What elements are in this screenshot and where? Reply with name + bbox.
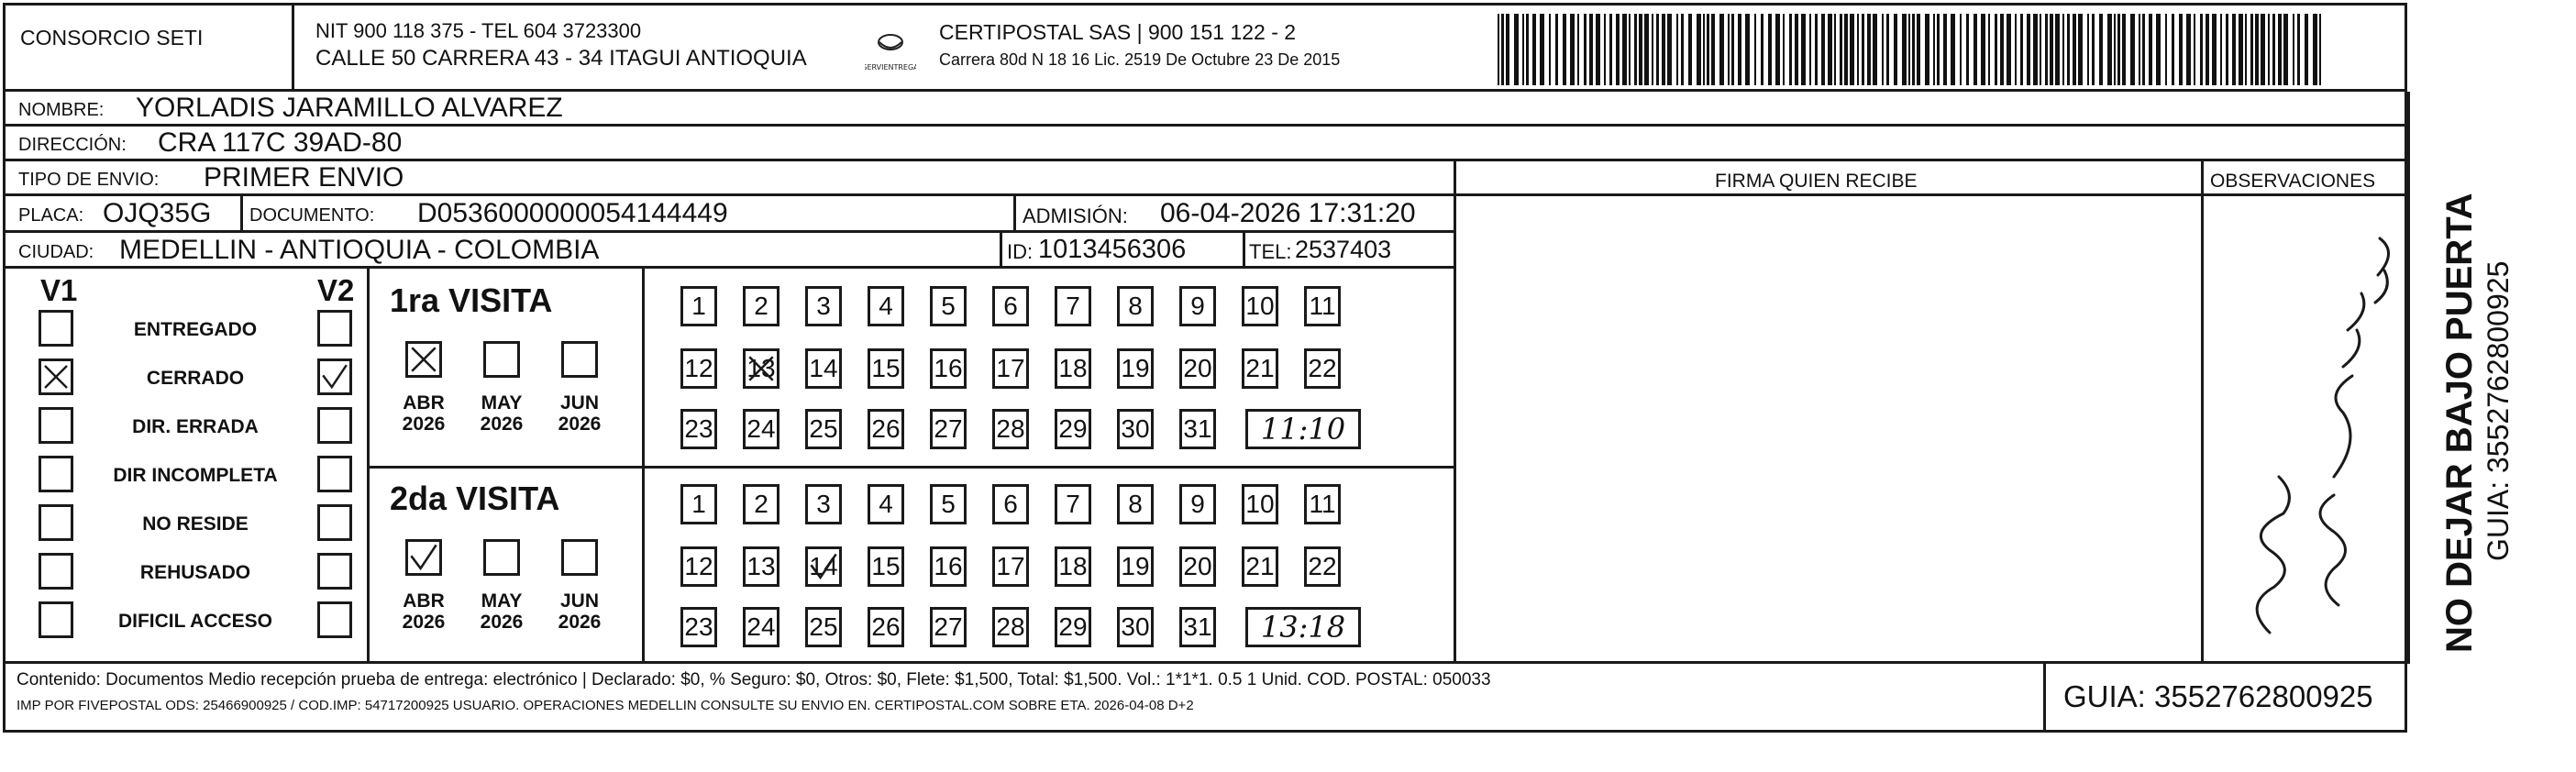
barcode-bar xyxy=(1821,14,1825,85)
day-box[interactable]: 5 xyxy=(930,484,967,524)
barcode-bar xyxy=(2114,14,2116,85)
barcode-bar xyxy=(1731,14,1734,85)
barcode-bar xyxy=(1616,14,1620,85)
barcode-bar xyxy=(1768,14,1772,85)
barcode-bar xyxy=(2255,14,2259,85)
ciudad-label: CIUDAD: xyxy=(18,242,94,262)
barcode-bar xyxy=(1775,14,1780,85)
footer-line1: Contenido: Documentos Medio recepción prueba de entrega: electrónico | Declarado: $0, % Seguro: $0, Otros: $0, Flete: $1,500, Total: $1,500. Vol.: 1*1*1. 0.5 1 Unid. COD. POSTAL: 050033 xyxy=(17,670,1491,689)
ciudad-value: MEDELLIN - ANTIOQUIA - COLOMBIA xyxy=(119,235,600,265)
barcode-bar xyxy=(1622,14,1627,85)
barcode-bar xyxy=(2179,14,2183,85)
tel-value: 2537403 xyxy=(1295,236,1392,263)
footer-guia-divider xyxy=(2043,661,2046,733)
barcode-bar xyxy=(2268,14,2270,85)
id-value: 1013456306 xyxy=(1038,235,1187,264)
barcode-bar xyxy=(1862,14,1864,85)
status-label: DIFICIL ACCESO xyxy=(117,611,272,632)
footer-line2: IMP POR FIVEPOSTAL ODS: 25466900925 / COD.IMP: 54717200925 USUARIO. OPERACIONES MEDELLIN CONSULTE SU ENVIO EN. CERTIPOSTAL.COM SOBRE ETA. 2026-04-08 D+2 xyxy=(17,698,1194,713)
day-box[interactable]: 18 xyxy=(1055,348,1091,389)
day-box[interactable]: 30 xyxy=(1117,607,1154,647)
barcode-bar xyxy=(1886,14,1889,85)
nit-line: NIT 900 118 375 - TEL 604 3723300 xyxy=(315,19,642,42)
carrier-logo xyxy=(865,26,916,77)
barcode-bar xyxy=(2062,14,2064,85)
v2-checkbox[interactable] xyxy=(317,407,352,444)
day-box[interactable]: 17 xyxy=(992,348,1029,389)
barcode-bar xyxy=(1522,14,1524,85)
barcode-bar xyxy=(1652,14,1653,85)
barcode-bar xyxy=(1634,14,1637,85)
barcode-bar xyxy=(1596,14,1600,85)
barcode-bar xyxy=(2139,14,2140,85)
barcode-bar xyxy=(1498,14,1499,85)
day-box[interactable]: 28 xyxy=(992,409,1029,449)
barcode-bar xyxy=(1719,14,1724,85)
barcode-bar xyxy=(2117,14,2120,85)
day-box[interactable]: 15 xyxy=(868,546,904,587)
day-box[interactable]: 21 xyxy=(1242,546,1278,587)
barcode-bar xyxy=(2250,14,2253,85)
barcode-bar xyxy=(1532,14,1536,85)
barcode-bar xyxy=(1966,14,1969,85)
barcode-bar xyxy=(2172,14,2174,85)
nombre-value: YORLADIS JARAMILLO ALVAREZ xyxy=(136,93,563,123)
day-box[interactable]: 12 xyxy=(680,348,717,389)
day-box[interactable]: 30 xyxy=(1117,409,1154,449)
day-box[interactable]: 14 xyxy=(805,546,842,587)
barcode-bar xyxy=(2033,14,2038,85)
barcode-bar xyxy=(1789,14,1792,85)
visit-month-day-divider-2 xyxy=(642,469,645,664)
barcode-bar xyxy=(2050,14,2053,85)
v1-checkbox[interactable] xyxy=(39,407,73,444)
month-label: JUN 2026 xyxy=(558,590,602,634)
barcode-bar xyxy=(1840,14,1842,85)
v1-checkbox[interactable] xyxy=(39,601,73,638)
barcode-bar xyxy=(1506,14,1509,85)
day-box[interactable]: 12 xyxy=(680,546,717,587)
logo-text: SERVIENTREGA xyxy=(865,63,916,72)
barcode-bar xyxy=(2194,14,2195,85)
day-box[interactable]: 8 xyxy=(1117,286,1154,326)
barcode-bar xyxy=(1703,14,1705,85)
barcode-bar xyxy=(2200,14,2203,85)
side-vertical-text xyxy=(2410,92,2534,664)
v2-checkbox[interactable] xyxy=(317,553,352,590)
footer-guia: GUIA: 3552762800925 xyxy=(2063,679,2373,713)
barcode-bar xyxy=(2092,14,2095,85)
barcode-bar xyxy=(1540,14,1544,85)
day-box[interactable]: 14 xyxy=(805,348,842,389)
id-divider xyxy=(1000,233,1002,269)
visit-time[interactable]: 11:10 xyxy=(1245,409,1361,449)
barcode-bar xyxy=(2020,14,2023,85)
observaciones-text: cerrado 13/04 V2 xyxy=(2206,202,2213,203)
barcode-bar xyxy=(1570,14,1575,85)
barcode-bar xyxy=(2313,14,2317,85)
placa-label: PLACA: xyxy=(18,205,84,226)
barcode-bar xyxy=(1676,14,1678,85)
barcode-bar xyxy=(1988,14,1990,85)
barcode-bar xyxy=(2067,14,2070,85)
barcode-bar xyxy=(1960,14,1962,85)
v1-checkbox[interactable] xyxy=(39,553,73,590)
v1-checkbox[interactable] xyxy=(39,310,73,347)
tel-label: TEL: xyxy=(1249,240,1292,263)
admision-divider xyxy=(1013,196,1016,233)
barcode-bar xyxy=(1925,14,1929,85)
visit-title: 2da VISITA xyxy=(390,480,560,517)
day-box[interactable]: 19 xyxy=(1117,546,1154,587)
barcode-bar xyxy=(2212,14,2217,85)
v2-checkbox[interactable] xyxy=(317,310,352,347)
observaciones-header: OBSERVACIONES xyxy=(2210,171,2376,192)
barcode-bar xyxy=(1828,14,1832,85)
day-box[interactable]: 28 xyxy=(992,607,1029,647)
barcode-bar xyxy=(1850,14,1854,85)
barcode-bar xyxy=(1644,14,1649,85)
barcode-bar xyxy=(1501,14,1504,85)
barcode-bar xyxy=(2027,14,2030,85)
placa-doc-divider xyxy=(240,196,243,233)
day-box[interactable]: 31 xyxy=(1179,607,1216,647)
barcode-bar xyxy=(2206,14,2209,85)
day-box[interactable]: 7 xyxy=(1055,286,1091,326)
v2-checkbox[interactable] xyxy=(317,358,352,395)
day-box[interactable]: 16 xyxy=(930,348,967,389)
day-box[interactable]: 31 xyxy=(1179,409,1216,449)
barcode-bar xyxy=(2099,14,2103,85)
barcode-bar xyxy=(1902,14,1907,85)
admision-label: ADMISIÓN: xyxy=(1023,204,1128,227)
barcode-bar xyxy=(1834,14,1836,85)
firma-header: FIRMA QUIEN RECIBE xyxy=(1715,171,1918,192)
barcode-bar xyxy=(1688,14,1692,85)
barcode-bar xyxy=(2007,14,2011,85)
month-checkbox[interactable] xyxy=(483,539,520,576)
visit-time[interactable]: 13:18 xyxy=(1245,607,1361,647)
day-box[interactable]: 3 xyxy=(805,286,842,326)
barcode-bar xyxy=(2078,14,2083,85)
day-box[interactable]: 20 xyxy=(1179,546,1216,587)
barcode-bar xyxy=(2319,14,2321,85)
certipostal-line1: CERTIPOSTAL SAS | 900 151 122 - 2 xyxy=(939,20,1297,44)
day-box[interactable]: 9 xyxy=(1179,484,1216,524)
month-checkbox[interactable] xyxy=(561,539,598,576)
v2-header: V2 xyxy=(317,273,355,307)
barcode-bar xyxy=(1555,14,1558,85)
barcode-bar xyxy=(1844,14,1848,85)
day-box[interactable]: 18 xyxy=(1055,546,1091,587)
barcode-bar xyxy=(1857,14,1859,85)
day-box[interactable]: 2 xyxy=(743,484,779,524)
month-label: MAY 2026 xyxy=(480,392,524,436)
status-label: NO RESIDE xyxy=(142,513,249,535)
day-box[interactable]: 10 xyxy=(1242,286,1278,326)
barcode-bar xyxy=(2297,14,2300,85)
barcode-bar xyxy=(2149,14,2152,85)
barcode-bar xyxy=(1584,14,1587,85)
day-box[interactable]: 21 xyxy=(1242,348,1278,389)
no-dejar-text: NO DEJAR BAJO PUERTA xyxy=(2439,193,2480,653)
day-box[interactable]: 29 xyxy=(1055,607,1091,647)
day-box[interactable]: 11 xyxy=(1304,484,1341,524)
barcode-bar xyxy=(1662,14,1665,85)
day-box[interactable]: 19 xyxy=(1117,348,1154,389)
v1-checkbox[interactable] xyxy=(39,358,73,395)
barcode-bar xyxy=(1937,14,1940,85)
day-box[interactable]: 23 xyxy=(680,607,717,647)
status-label: DIR INCOMPLETA xyxy=(113,465,278,486)
tipo-label: TIPO DE ENVIO: xyxy=(18,170,160,190)
barcode-bar xyxy=(2220,14,2222,85)
day-box[interactable]: 17 xyxy=(992,546,1029,587)
direccion-label: DIRECCIÓN: xyxy=(18,135,127,155)
day-box[interactable]: 5 xyxy=(930,286,967,326)
placa-value: OJQ35G xyxy=(103,198,212,228)
day-box[interactable]: 10 xyxy=(1242,484,1278,524)
day-box[interactable]: 1 xyxy=(680,286,717,326)
barcode-bar xyxy=(2283,14,2288,85)
month-checkbox[interactable] xyxy=(483,341,520,378)
day-box[interactable]: 1 xyxy=(680,484,717,524)
visit-month-day-divider-1 xyxy=(642,269,645,466)
barcode-bar xyxy=(1667,14,1672,85)
barcode-bar xyxy=(1894,14,1897,85)
barcode-bar xyxy=(1754,14,1756,85)
barcode-bar xyxy=(2073,14,2076,85)
admision-value: 06-04-2026 17:31:20 xyxy=(1160,198,1416,228)
barcode-bar xyxy=(1908,14,1910,85)
barcode-bar xyxy=(1981,14,1985,85)
day-box[interactable]: 24 xyxy=(743,607,779,647)
month-label: ABR 2026 xyxy=(402,392,446,436)
barcode-bar xyxy=(2232,14,2236,85)
barcode-bar xyxy=(1973,14,1977,85)
barcode-bar xyxy=(1707,14,1709,85)
documento-value: D0536000000054144449 xyxy=(417,198,728,228)
barcode-bar xyxy=(1629,14,1631,85)
day-box[interactable]: 25 xyxy=(805,409,842,449)
header-divider xyxy=(292,3,294,92)
barcode-bar xyxy=(2305,14,2308,85)
id-label: ID: xyxy=(1007,240,1034,263)
v2-checkbox[interactable] xyxy=(317,601,352,638)
barcode-bar xyxy=(1549,14,1551,85)
barcode-bar xyxy=(1809,14,1811,85)
status-label: CERRADO xyxy=(146,368,245,389)
barcode-bar xyxy=(2156,14,2161,85)
certipostal-line2: Carrera 80d N 18 16 Lic. 2519 De Octubre 23 De 2015 xyxy=(939,50,1341,69)
barcode-bar xyxy=(1526,14,1529,85)
barcode-bar xyxy=(1801,14,1806,85)
barcode-bar xyxy=(1609,14,1612,85)
barcode-bar xyxy=(1995,14,1997,85)
day-box[interactable]: 13 xyxy=(743,546,779,587)
barcode-bar xyxy=(1951,14,1955,85)
barcode-bar xyxy=(2245,14,2247,85)
barcode-bar xyxy=(1697,14,1701,85)
day-box[interactable]: 6 xyxy=(992,484,1029,524)
v1-checkbox[interactable] xyxy=(39,504,73,541)
barcode-bar xyxy=(1681,14,1684,85)
barcode-bar xyxy=(2087,14,2089,85)
barcode-bar xyxy=(1882,14,1884,85)
observaciones-divider xyxy=(2201,161,2204,664)
barcode-bar xyxy=(1943,14,1947,85)
day-box[interactable]: 6 xyxy=(992,286,1029,326)
visit-title: 1ra VISITA xyxy=(390,281,553,319)
v1-header: V1 xyxy=(40,273,78,307)
barcode-bar xyxy=(2015,14,2017,85)
status-label: ENTREGADO xyxy=(133,319,258,340)
day-box[interactable]: 26 xyxy=(868,607,904,647)
barcode-bar xyxy=(1917,14,1920,85)
barcode-bar xyxy=(1514,14,1519,85)
barcode-bar xyxy=(1728,14,1730,85)
day-box[interactable]: 20 xyxy=(1179,348,1216,389)
barcode-bar xyxy=(1639,14,1642,85)
status-label: DIR. ERRADA xyxy=(132,416,259,437)
barcode-bar xyxy=(2293,14,2294,85)
day-box[interactable]: 27 xyxy=(930,409,967,449)
barcode-bar xyxy=(2122,14,2126,85)
handwritten-note xyxy=(2206,202,2405,660)
day-box[interactable]: 4 xyxy=(868,484,904,524)
day-box[interactable]: 27 xyxy=(930,607,967,647)
barcode-bar xyxy=(2272,14,2275,85)
company-name: CONSORCIO SETI xyxy=(20,26,204,50)
v1-checkbox[interactable] xyxy=(39,456,73,492)
barcode xyxy=(1498,14,2332,85)
barcode-bar xyxy=(1577,14,1579,85)
day-box[interactable]: 2 xyxy=(743,286,779,326)
day-box[interactable]: 15 xyxy=(868,348,904,389)
barcode-bar xyxy=(1761,14,1763,85)
barcode-bar xyxy=(1738,14,1741,85)
day-box[interactable]: 24 xyxy=(743,409,779,449)
day-box[interactable]: 13 xyxy=(743,348,779,389)
month-checkbox[interactable] xyxy=(405,539,442,576)
month-label: MAY 2026 xyxy=(480,590,524,634)
barcode-bar xyxy=(2142,14,2145,85)
barcode-bar xyxy=(1873,14,1877,85)
barcode-bar xyxy=(2000,14,2004,85)
barcode-bar xyxy=(1815,14,1818,85)
barcode-bar xyxy=(2165,14,2167,85)
month-label: ABR 2026 xyxy=(402,590,446,634)
day-box[interactable]: 26 xyxy=(868,409,904,449)
barcode-bar xyxy=(1795,14,1798,85)
day-box[interactable]: 22 xyxy=(1304,348,1341,389)
barcode-bar xyxy=(2278,14,2282,85)
barcode-bar xyxy=(2261,14,2265,85)
day-box[interactable]: 25 xyxy=(805,607,842,647)
day-box[interactable]: 22 xyxy=(1304,546,1341,587)
barcode-bar xyxy=(1867,14,1871,85)
day-box[interactable]: 7 xyxy=(1055,484,1091,524)
v2-checkbox[interactable] xyxy=(317,504,352,541)
day-box[interactable]: 3 xyxy=(805,484,842,524)
barcode-bar xyxy=(1589,14,1593,85)
tel-divider xyxy=(1243,233,1245,269)
address-line: CALLE 50 CARRERA 43 - 34 ITAGUI ANTIOQUIA xyxy=(315,46,807,71)
day-box[interactable]: 23 xyxy=(680,409,717,449)
barcode-bar xyxy=(2107,14,2112,85)
barcode-bar xyxy=(1783,14,1785,85)
barcode-bar xyxy=(1711,14,1715,85)
day-box[interactable]: 29 xyxy=(1055,409,1091,449)
v2-checkbox[interactable] xyxy=(317,456,352,492)
day-box[interactable]: 9 xyxy=(1179,286,1216,326)
barcode-bar xyxy=(2055,14,2060,85)
barcode-bar xyxy=(1604,14,1606,85)
status-label: REHUSADO xyxy=(139,562,251,583)
firma-divider xyxy=(1454,161,1456,664)
barcode-bar xyxy=(2040,14,2041,85)
month-checkbox[interactable] xyxy=(405,341,442,378)
barcode-bar xyxy=(2186,14,2191,85)
day-box[interactable]: 16 xyxy=(930,546,967,587)
barcode-bar xyxy=(1912,14,1915,85)
month-label: JUN 2026 xyxy=(558,392,602,436)
barcode-bar xyxy=(1656,14,1659,85)
documento-label: DOCUMENTO: xyxy=(249,205,375,226)
barcode-bar xyxy=(2045,14,2048,85)
nombre-label: NOMBRE: xyxy=(18,100,105,120)
visit-divider xyxy=(370,466,1454,469)
barcode-bar xyxy=(1563,14,1566,85)
day-box[interactable]: 8 xyxy=(1117,484,1154,524)
tipo-value: PRIMER ENVIO xyxy=(204,162,404,193)
barcode-bar xyxy=(2226,14,2228,85)
barcode-bar xyxy=(2130,14,2135,85)
month-checkbox[interactable] xyxy=(561,341,598,378)
direccion-value: CRA 117C 39AD-80 xyxy=(158,127,403,158)
day-box[interactable]: 11 xyxy=(1304,286,1341,326)
side-guia-text: GUIA: 3552762800925 xyxy=(2482,260,2515,561)
barcode-bar xyxy=(1933,14,1935,85)
barcode-bar xyxy=(1745,14,1750,85)
barcode-bar xyxy=(2239,14,2243,85)
day-box[interactable]: 4 xyxy=(868,286,904,326)
